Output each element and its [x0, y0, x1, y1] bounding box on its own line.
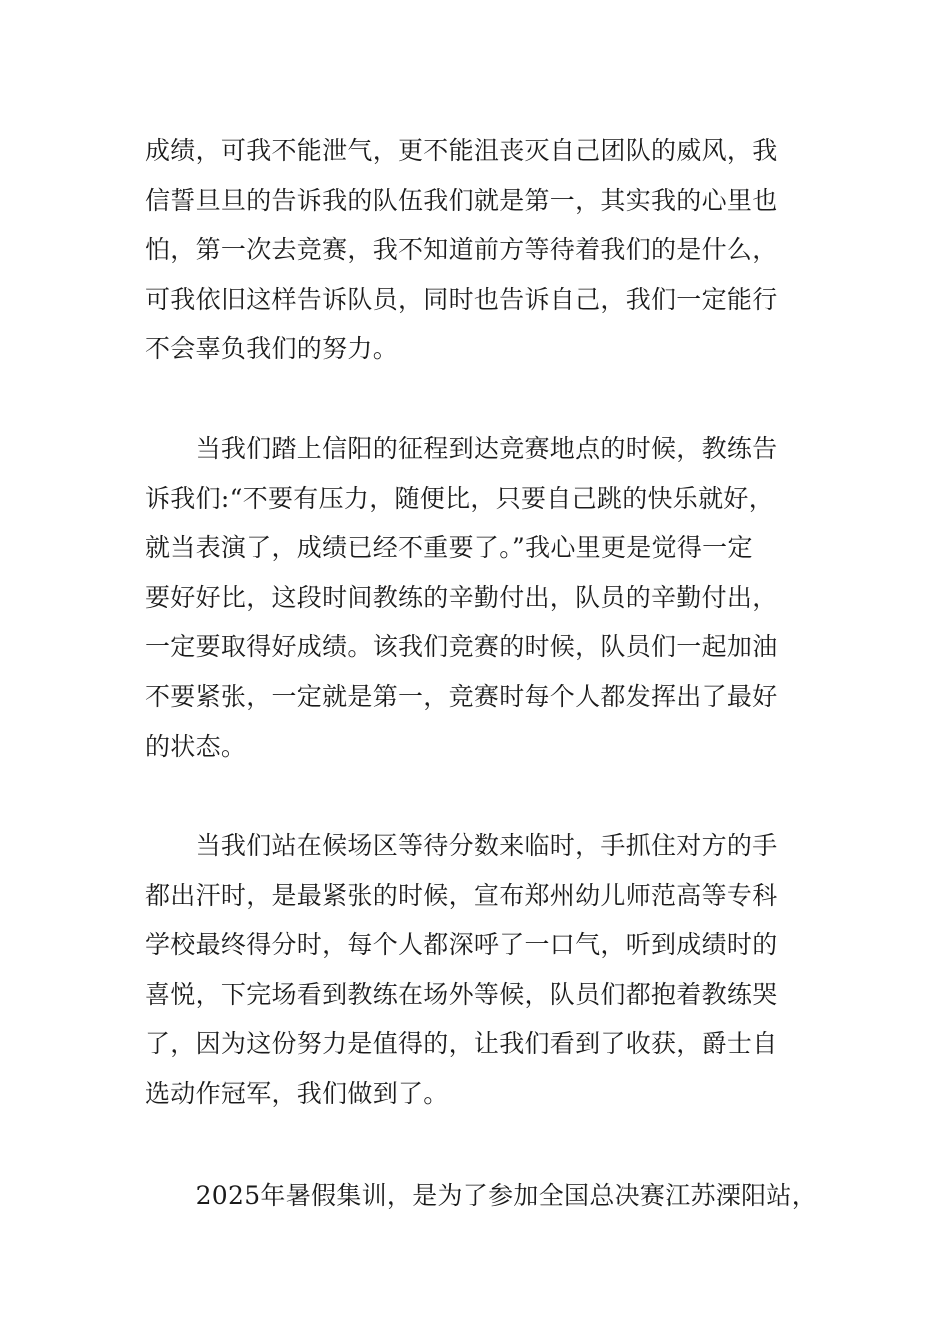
text-line: 学校最终得分时，每个人都深呼了一口气，听到成绩时的: [145, 930, 778, 960]
paragraph-1: [145, 126, 825, 374]
text-line: 不要紧张，一定就是第一，竞赛时每个人都发挥出了最好: [145, 681, 778, 711]
text-line: 要好好比，这段时间教练的辛勤付出，队员的辛勤付出，: [145, 582, 778, 612]
paragraph-4: [145, 1171, 825, 1221]
text-line: 不会辜负我们的努力。: [145, 334, 399, 364]
text-line: 喜悦，下完场看到教练在场外等候，队员们都抱着教练哭: [145, 979, 778, 1009]
text-line: 都出汗时，是最紧张的时候，宣布郑州幼儿师范高等专科: [145, 880, 778, 910]
text-line: 2025年暑假集训，是为了参加全国总决赛江苏溧阳站，: [145, 1181, 818, 1210]
text-line: 怕，第一次去竞赛，我不知道前方等待着我们的是什么，: [145, 235, 778, 265]
text-line: 选动作冠军，我们做到了。: [145, 1078, 449, 1108]
text-line: 可我依旧这样告诉队员，同时也告诉自己，我们一定能行: [145, 284, 778, 314]
text-line: 的状态。: [145, 731, 247, 761]
paragraph-2: [145, 424, 825, 771]
text-line: 就当表演了，成绩已经不重要了。”我心里更是觉得一定: [145, 533, 753, 563]
text-line: 信誓旦旦的告诉我的队伍我们就是第一，其实我的心里也: [145, 185, 778, 215]
text-line: 当我们踏上信阳的征程到达竞赛地点的时候，教练告: [145, 434, 778, 463]
text-line: 了，因为这份努力是值得的，让我们看到了收获，爵士自: [145, 1029, 778, 1059]
paragraph-3: [145, 821, 825, 1119]
text-line: 成绩，可我不能泄气，更不能沮丧灭自己团队的威风，我: [145, 136, 778, 165]
text-line: 当我们站在候场区等待分数来临时，手抓住对方的手: [145, 831, 778, 860]
text-line: 一定要取得好成绩。该我们竞赛的时候，队员们一起加油: [145, 632, 778, 662]
text-line: 诉我们:“不要有压力，随便比，只要自己跳的快乐就好，: [145, 483, 775, 513]
